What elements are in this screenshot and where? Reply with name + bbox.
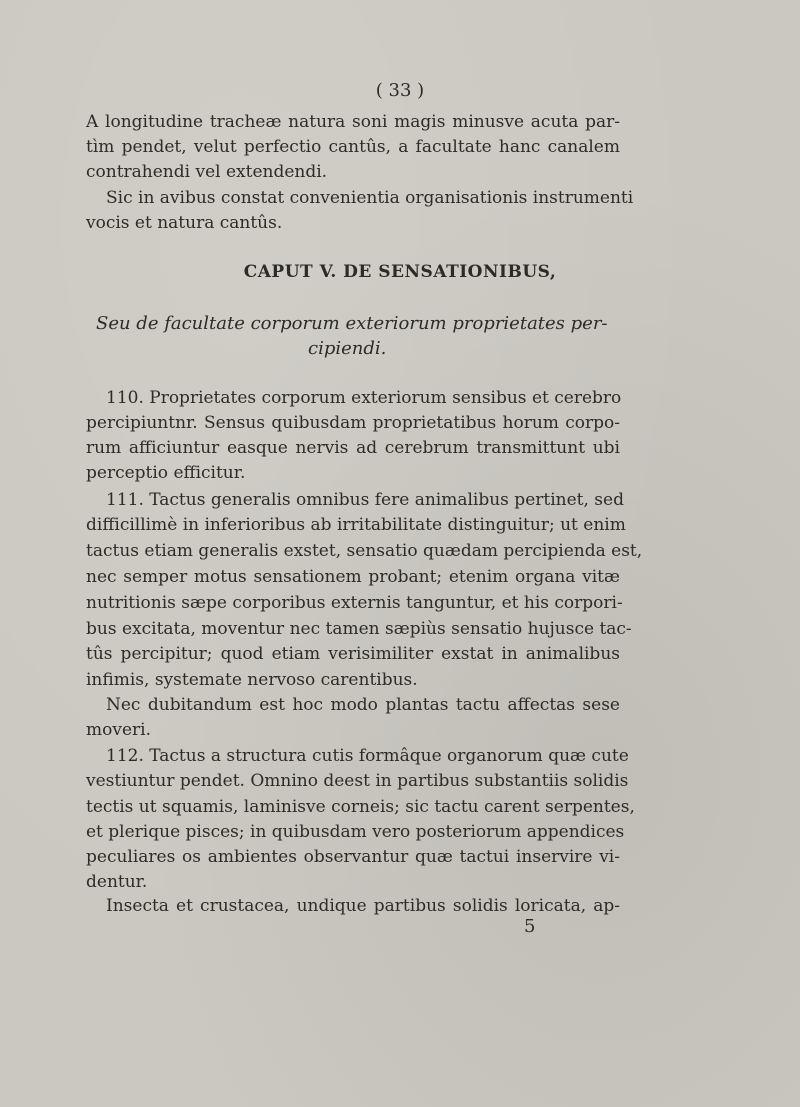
text-line: 110. Proprietates corporum exteriorum sensibus et cerebro [106,388,622,408]
text-line: tûs percipitur; quod etiam verisimiliter exstat in animalibus [86,644,620,664]
text-line: tectis ut squamis, laminisve corneis; sic tactu carent serpentes, [86,797,635,817]
text-line: difficillimè in inferioribus ab irritabilitate distinguitur; ut enim [86,515,626,535]
text-line: Nec dubitandum est hoc modo plantas tactu affectas sese [106,695,620,715]
text-line: tactus etiam generalis exstet, sensatio quædam percipienda est, [86,541,643,561]
text-line: Insecta et crustacea, undique partibus solidis loricata, ap- [106,896,620,916]
text-line: rum afficiuntur easque nervis ad cerebrum transmittunt ubi [86,438,620,458]
text-line: contrahendi vel extendendi. [86,162,328,182]
text-line: moveri. [86,720,151,740]
text-line: 112. Tactus a structura cutis formâque organorum quæ cute [106,746,629,766]
text-line: vestiuntur pendet. Omnino deest in partibus substantiis solidis [86,771,629,791]
text-line: nec semper motus sensationem probant; etenim organa vitæ [86,567,620,587]
text-line: dentur. [86,872,148,892]
chapter-subtitle-line-1: Seu de facultate corporum exteriorum proprietates per- [96,313,608,334]
text-line: perceptio efficitur. [86,463,246,483]
text-line: percipiuntnr. Sensus quibusdam proprietatibus horum corpo- [86,413,620,433]
text-line: nutritionis sæpe corporibus externis tanguntur, et his corpori- [86,593,623,613]
text-line: tìm pendet, velut perfectio cantûs, a facultate hanc canalem [86,137,620,157]
signature-mark: 5 [524,916,536,937]
text-line: bus excitata, moventur nec tamen sæpiùs sensatio hujusce tac- [86,619,632,639]
text-line: et plerique pisces; in quibusdam vero posteriorum appendices [86,822,625,842]
text-line: A longitudine tracheæ natura soni magis minusve acuta par- [86,112,620,132]
text-line: 111. Tactus generalis omnibus fere animalibus pertinet, sed [106,490,624,510]
page-number: ( 33 ) [375,80,425,101]
text-line: Sic in avibus constat convenientia organisationis instrumenti [106,188,634,208]
text-line: infimis, systemate nervoso carentibus. [86,670,418,690]
chapter-heading: CAPUT V. DE SENSATIONIBUS, [243,262,557,282]
chapter-subtitle-line-2: cipiendi. [308,338,387,359]
text-line: peculiares os ambientes observantur quæ tactui inservire vi- [86,847,620,867]
text-line: vocis et natura cantûs. [86,213,283,233]
